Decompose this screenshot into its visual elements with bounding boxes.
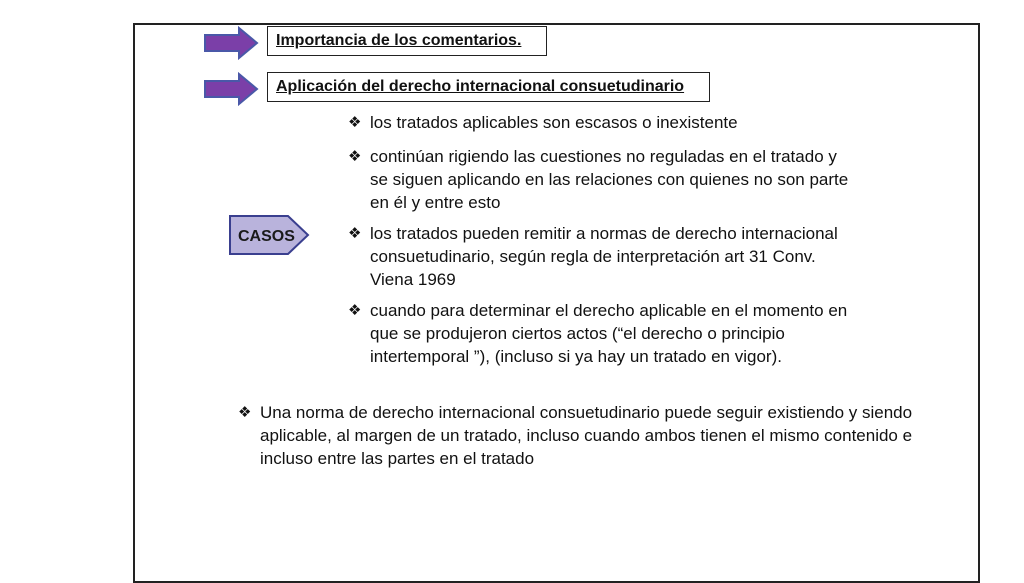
casos-item-text: los tratados aplicables son escasos o inexistente (370, 113, 738, 132)
diamond-bullet-icon: ❖ (348, 225, 362, 242)
casos-item (348, 145, 853, 214)
casos-item (348, 222, 853, 291)
casos-item (348, 299, 848, 368)
casos-item (348, 111, 868, 134)
casos-label: CASOS (238, 228, 295, 245)
right-arrow-icon (203, 26, 259, 60)
diamond-bullet-icon: ❖ (238, 404, 252, 421)
right-arrow-icon (203, 72, 259, 106)
diamond-bullet-icon: ❖ (348, 302, 362, 319)
heading-aplicacion (267, 72, 710, 102)
closing-item (238, 401, 948, 470)
heading-importancia (267, 26, 547, 56)
heading-importancia-period: . (516, 32, 522, 49)
diamond-bullet-icon: ❖ (348, 114, 362, 131)
casos-tag (228, 214, 310, 261)
heading-aplicacion-text: Aplicación del derecho internacional consuetudinario (276, 78, 685, 95)
diamond-bullet-icon: ❖ (348, 148, 362, 165)
casos-item-text: los tratados pueden remitir a normas de derecho internacional consuetudinario, según regla de interpretación art 31 Conv. Viena 1969 (370, 224, 838, 289)
closing-item-text: Una norma de derecho internacional consuetudinario puede seguir existiendo y siendo aplicable, al margen de un tratado, incluso cuando ambos tienen el mismo contenido e incluso entre las partes en el tratado (260, 403, 913, 468)
casos-item-text: continúan rigiendo las cuestiones no reguladas en el tratado y se siguen aplicando en las relaciones con quienes no son parte en él y entre esto (370, 147, 849, 212)
heading-importancia-text: Importancia de los comentarios (276, 32, 517, 49)
casos-item-text: cuando para determinar el derecho aplicable en el momento en que se produjeron ciertos actos (“el derecho o principio intertemporal ”), (incluso si ya hay un tratado en vigor). (370, 301, 848, 366)
